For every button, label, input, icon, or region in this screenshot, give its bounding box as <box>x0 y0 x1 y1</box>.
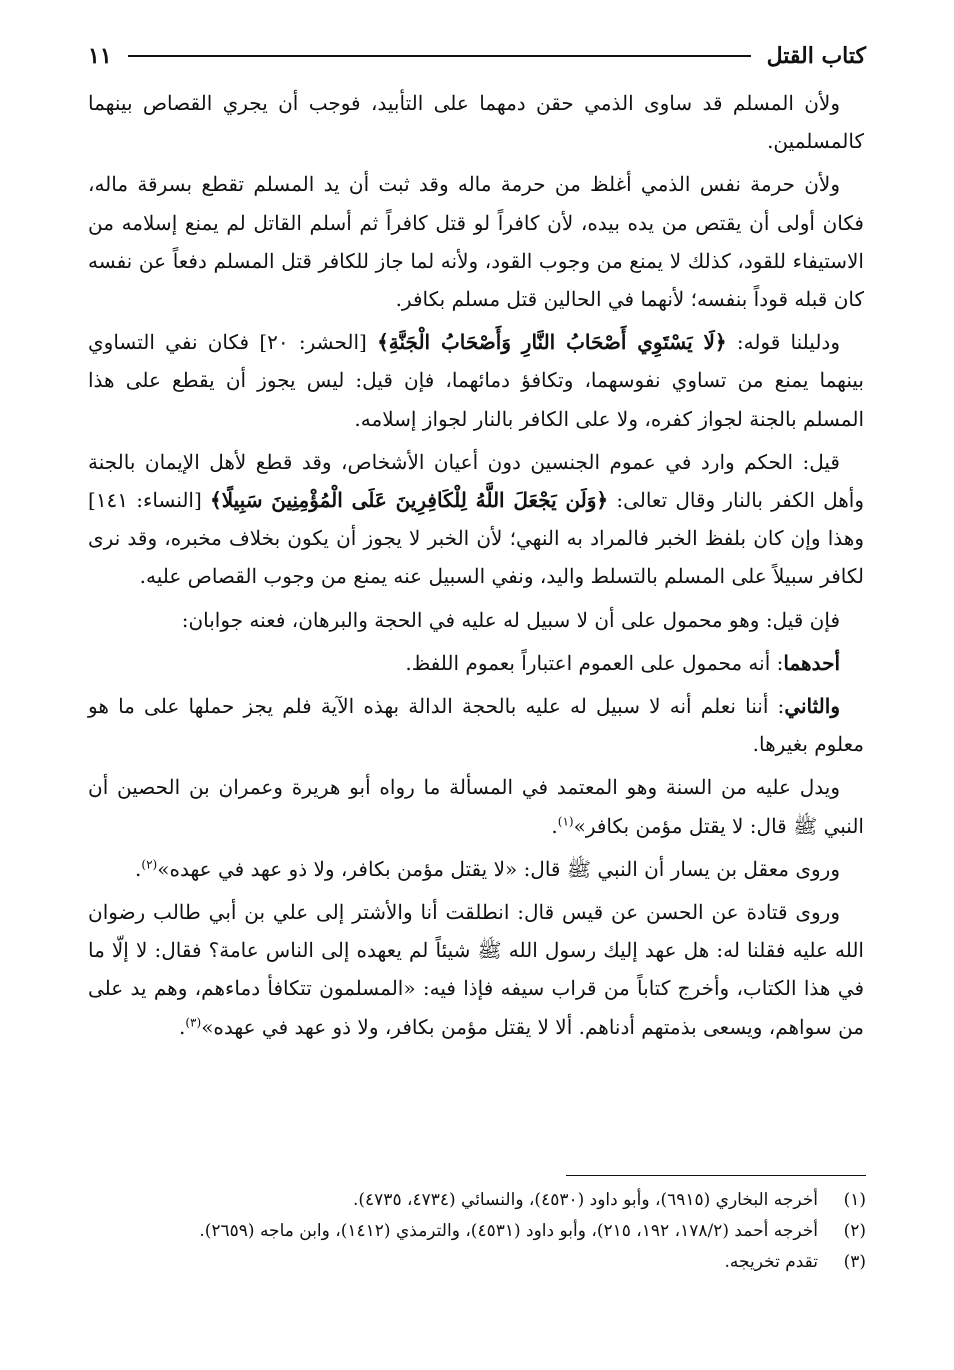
book-title: كتاب القتل <box>766 43 866 69</box>
footnote-ref[interactable]: (٣) <box>185 1015 202 1030</box>
paragraph <box>88 850 864 888</box>
page-header <box>88 36 866 76</box>
footnote-ref[interactable]: (١) <box>557 814 574 828</box>
paragraph <box>88 768 864 844</box>
footnote-text: تقدم تخريجه. <box>724 1252 818 1272</box>
paragraph-text: . <box>135 856 142 881</box>
paragraph-text: فإن قيل: وهو محمول على أن لا سبيل له عليه في الحجة والبرهان، فعنه جوابان: <box>181 607 840 632</box>
footnote <box>88 1217 866 1246</box>
paragraph <box>88 323 864 438</box>
paragraph <box>88 84 864 160</box>
paragraph <box>88 443 864 596</box>
paragraph-text: ولأن المسلم قد ساوى الذمي حقن دمهما على التأبيد، فوجب أن يجري القصاص بينهما كالمسلمين. <box>88 91 864 154</box>
paragraph-text: [الحشر: ٢٠] فكان نفي التساوي بينهما يمنع من تساوي نفوسهما، وتكافؤ دمائهما، فإن قيل: ليس يجوز أن يقطع على هذا المسلم بالجنة لجواز كفره، ولا على الكافر بالنار لجواز إسلامه. <box>88 330 864 431</box>
answer-heading: أحدهما <box>783 650 840 675</box>
paragraph-text: ودليلنا قوله: <box>726 330 840 355</box>
footnotes <box>88 1186 866 1279</box>
paragraph-text: وروى معقل بن يسار أن النبي ﷺ قال: «لا يقتل مؤمن بكافر، ولا ذو عهد في عهده» <box>157 856 840 881</box>
footnote-text: أخرجه أحمد (١٧٨/٢، ١٩٢، ٢١٥)، وأبو داود (٤٥٣١)، والترمذي (١٤١٢)، وابن ماجه (٢٦٥٩). <box>199 1221 818 1241</box>
footnote-text: أخرجه البخاري (٦٩١٥)، وأبو داود (٤٥٣٠)، والنسائي (٤٧٣٤، ٤٧٣٥). <box>353 1190 818 1210</box>
main-text <box>88 84 864 1051</box>
footnote-ref[interactable]: (٢) <box>141 857 158 872</box>
footnote-number: (١) <box>843 1190 866 1210</box>
paragraph-text: وروى قتادة عن الحسن عن قيس قال: انطلقت أنا والأشتر إلى علي بن أبي طالب رضوان الله عليه فقلنا له: هل عهد إليك رسول الله ﷺ شيئاً لم يعهده إلى الناس عامة؟ فقال: لا إلّا ما في هذا الكتاب، وأخرج كتاباً من قراب سيفه فإذا فيه: «المسلمون تتكافأ دماءهم، وهم يد على من سواهم، ويسعى بذمتهم أدناهم. ألا لا يقتل مؤمن بكافر، ولا ذو عهد في عهده» <box>88 900 864 1039</box>
paragraph-text: ولأن حرمة نفس الذمي أغلظ من حرمة ماله وقد ثبت أن يد المسلم تقطع بسرقة ماله، فكان أولى أن يقتص من يده بيده، لأن كافراً لو قتل كافراً ثم أسلم القاتل لم يمنع إسلامه من الاستيفاء للقود، كذلك لا يمنع من وجوب القود، ولأنه لما جاز للكافر قتل المسلم دفعاً عن نفسه كان قبله قوداً بنفسه؛ لأنهما في الحالين قتل مسلم بكافر. <box>88 172 864 312</box>
quran-verse: ﴿وَلَن يَجْعَلَ اللَّهُ لِلْكَافِرِينَ عَلَى الْمُؤْمِنِينَ سَبِيلًا﴾ <box>209 488 609 513</box>
paragraph-text: : أنه محمول على العموم اعتباراً بعموم اللفظ. <box>405 650 784 675</box>
paragraph <box>88 601 864 639</box>
header-rule <box>128 55 751 57</box>
footnote-number: (٢) <box>843 1221 866 1241</box>
footnote-separator <box>566 1175 866 1176</box>
footnote-number: (٣) <box>843 1252 866 1272</box>
paragraph-text: . <box>179 1014 186 1039</box>
page-number: ١١ <box>88 43 112 69</box>
footnote <box>88 1186 866 1215</box>
paragraph <box>88 687 864 763</box>
paragraph <box>88 893 864 1046</box>
paragraph <box>88 165 864 318</box>
paragraph-text: قيل: الحكم وارد في عموم الجنسين دون أعيان الأشخاص، وقد قطع لأهل الإيمان بالجنة وأهل الكفر بالنار وقال تعالى: <box>88 449 864 513</box>
paragraph-text: . <box>551 813 558 838</box>
answer-heading: والثاني <box>784 694 840 719</box>
footnote <box>88 1248 866 1277</box>
quran-verse: ﴿لَا يَسْتَوِي أَصْحَابُ النَّارِ وَأَصْحَابُ الْجَنَّةِ﴾ <box>377 330 727 355</box>
paragraph <box>88 644 864 682</box>
paragraph-text: [النساء: ١٤١] وهذا وإن كان بلفظ الخبر فالمراد به النهي؛ لأن الخبر لا يجوز أن يكون بخلاف مخبره، وقد نرى لكافر سبيلاً على المسلم بالتسلط واليد، ونفي السبيل عنه يمنع من وجوب القصاص عليه. <box>88 488 864 589</box>
paragraph-text: ويدل عليه من السنة وهو المعتمد في المسألة ما رواه أبو هريرة وعمران بن الحصين أن النبي ﷺ قال: لا يقتل مؤمن بكافر» <box>88 775 864 838</box>
paragraph-text: : أننا نعلم أنه لا سبيل له عليه بالحجة الدالة بهذه الآية فلم يجز حملها على ما هو معلوم بغيرها. <box>88 694 864 757</box>
